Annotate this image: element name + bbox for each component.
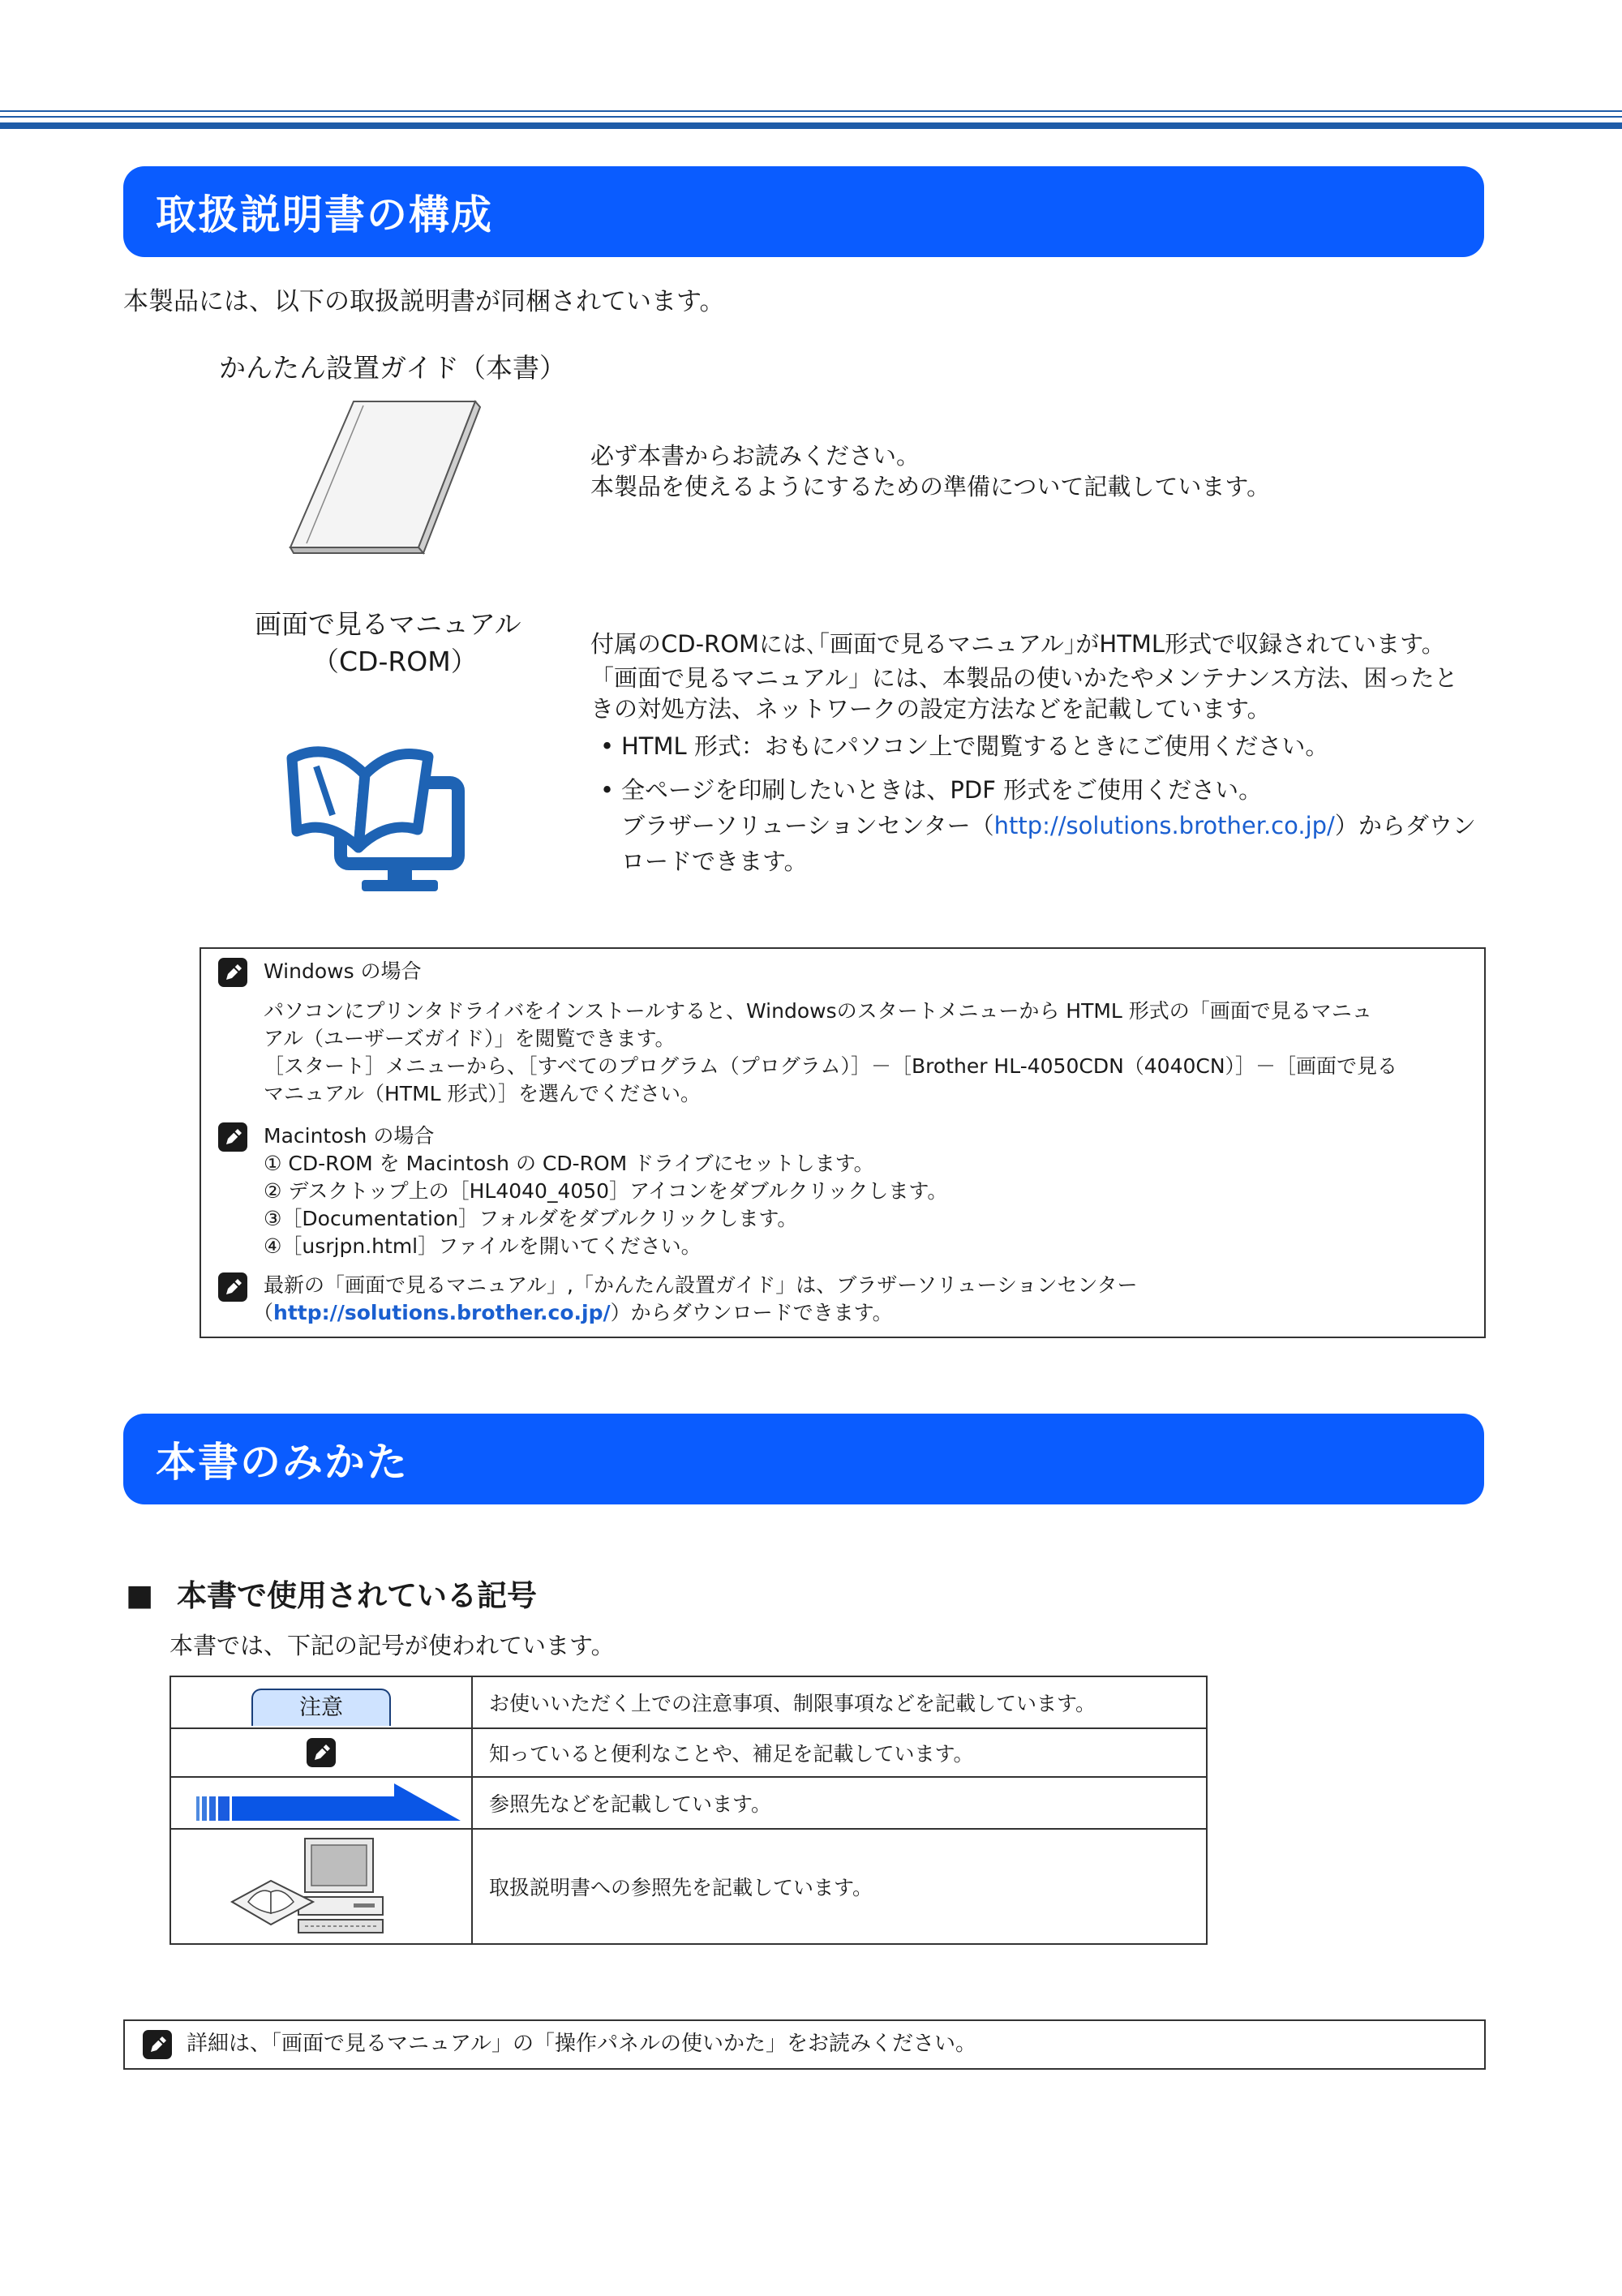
note-pencil-icon	[217, 957, 248, 988]
latest-note-line-2	[253, 1299, 893, 1327]
windows-note-line-2: アル（ユーザーズガイド）」を閲覧できます。	[264, 1027, 676, 1050]
symbol-cell	[170, 1676, 472, 1728]
computer-manual-icon	[224, 1834, 418, 1939]
symbol-cell	[170, 1777, 472, 1829]
section-title: 取扱説明書の構成	[156, 191, 493, 238]
caution-tab	[251, 1689, 391, 1726]
section2-title: 本書のみかた	[156, 1439, 409, 1486]
section-intro: 本製品には、以下の取扱説明書が同梱されています。	[123, 287, 725, 316]
symbols-table	[169, 1676, 1208, 1945]
screen-manual-desc-3: きの対処方法、ネットワークの設定方法などを記載しています。	[590, 695, 1271, 723]
latest-solutions-link[interactable]: http://solutions.brother.co.jp/	[273, 1301, 611, 1324]
subheading-marker: ■	[126, 1579, 154, 1612]
latest-note-line-1: 最新の「画面で見るマニュアル」,「かんたん設置ガイド」は、ブラザーソリューションセンター	[264, 1273, 1138, 1297]
screen-manual-desc-2: 「画面で見るマニュアル」には、本製品の使いかたやメンテナンス方法、困ったと	[590, 664, 1458, 692]
screen-manual-title-1: 画面で見るマニュアル	[255, 608, 521, 640]
mac-note-title: Macintosh の場合	[264, 1124, 435, 1148]
bullet-marker-1: •	[600, 732, 615, 760]
bullet-pdf-line-2	[621, 808, 1476, 843]
table-row	[170, 1676, 1207, 1728]
bullet-pdf-line-1: 全ページを印刷したいときは、PDF 形式をご使用ください。	[621, 776, 1263, 804]
latest-note-post: ）からダウンロードできます。	[610, 1301, 893, 1324]
quick-guide-title: かんたん設置ガイド（本書）	[219, 352, 567, 384]
symbol-desc: 取扱説明書への参照先を記載しています。	[472, 1829, 1207, 1944]
section2-intro: 本書では、下記の記号が使われています。	[169, 1632, 615, 1659]
table-row	[170, 1777, 1207, 1829]
mac-note-line-4: ④［usrjpn.html］ファイルを開いてください。	[264, 1234, 702, 1258]
symbol-cell	[170, 1829, 472, 1944]
reference-arrow-icon	[175, 1780, 467, 1826]
bullet-pdf-pre: ブラザーソリューションセンター（	[621, 812, 994, 839]
section-banner-how-to-read	[123, 1414, 1484, 1504]
symbol-cell	[170, 1728, 472, 1777]
quick-guide-line-1: 必ず本書からお読みください。	[590, 442, 920, 470]
bullet-pdf-line-3: ロードできます。	[621, 848, 808, 875]
bullet-marker-2: •	[600, 776, 615, 804]
section-banner-manuals	[123, 166, 1484, 257]
symbol-desc: 知っていると便利なことや、補足を記載しています。	[472, 1728, 1207, 1777]
symbol-desc: お使いいただく上での注意事項、制限事項などを記載しています。	[472, 1676, 1207, 1728]
bullet-html: HTML 形式：おもにパソコン上で閲覧するときにご使用ください。	[621, 732, 1329, 760]
note-pencil-icon	[217, 1122, 248, 1152]
mac-note-line-3: ③［Documentation］フォルダをダブルクリックします。	[264, 1207, 798, 1230]
windows-note-line-3: ［スタート］メニューから、［すべてのプログラム（プログラム）］－［Brother HL-4050CDN（4040CN）］－［画面で見る	[264, 1054, 1398, 1078]
windows-note-title: Windows の場合	[264, 959, 422, 983]
quick-guide-line-2: 本製品を使えるようにするための準備について記載しています。	[590, 473, 1271, 500]
table-row	[170, 1829, 1207, 1944]
header-rule-thick	[0, 122, 1622, 129]
bottom-note-text: 詳細は、「画面で見るマニュアル」の「操作パネルの使いかた」をお読みください。	[187, 2032, 976, 2056]
symbol-desc: 参照先などを記載しています。	[472, 1777, 1207, 1829]
solutions-link[interactable]: http://solutions.brother.co.jp/	[993, 812, 1335, 839]
header-rule-thin-1	[0, 110, 1622, 112]
note-pencil-icon	[142, 2029, 173, 2060]
note-pencil-icon	[217, 1272, 248, 1302]
windows-note-line-4: マニュアル（HTML 形式）］を選んでください。	[264, 1082, 702, 1105]
header-rule-thin-2	[0, 116, 1622, 118]
subheading: 本書で使用されている記号	[177, 1578, 537, 1613]
caution-label: 注意	[299, 1695, 343, 1720]
screen-manual-title-2: （CD-ROM）	[312, 646, 478, 677]
note-pencil-icon	[306, 1737, 337, 1768]
windows-note-line-1: パソコンにプリンタドライバをインストールすると、Windowsのスタートメニューから HTML 形式の「画面で見るマニュ	[264, 999, 1372, 1023]
screen-manual-icon	[284, 734, 470, 896]
table-row	[170, 1728, 1207, 1777]
bullet-pdf-post: ）からダウン	[1334, 812, 1476, 839]
mac-note-line-1: ① CD-ROM を Macintosh の CD-ROM ドライブにセットします。	[264, 1152, 874, 1175]
latest-note-pre: （	[253, 1301, 274, 1324]
mac-note-line-2: ② デスクトップ上の［HL4040_4050］アイコンをダブルクリックします。	[264, 1179, 948, 1203]
screen-manual-desc-1: 付属のCD-ROMには､｢画面で見るマニュアル｣がHTML形式で収録されています。	[590, 630, 1445, 658]
booklet-icon	[284, 397, 487, 560]
